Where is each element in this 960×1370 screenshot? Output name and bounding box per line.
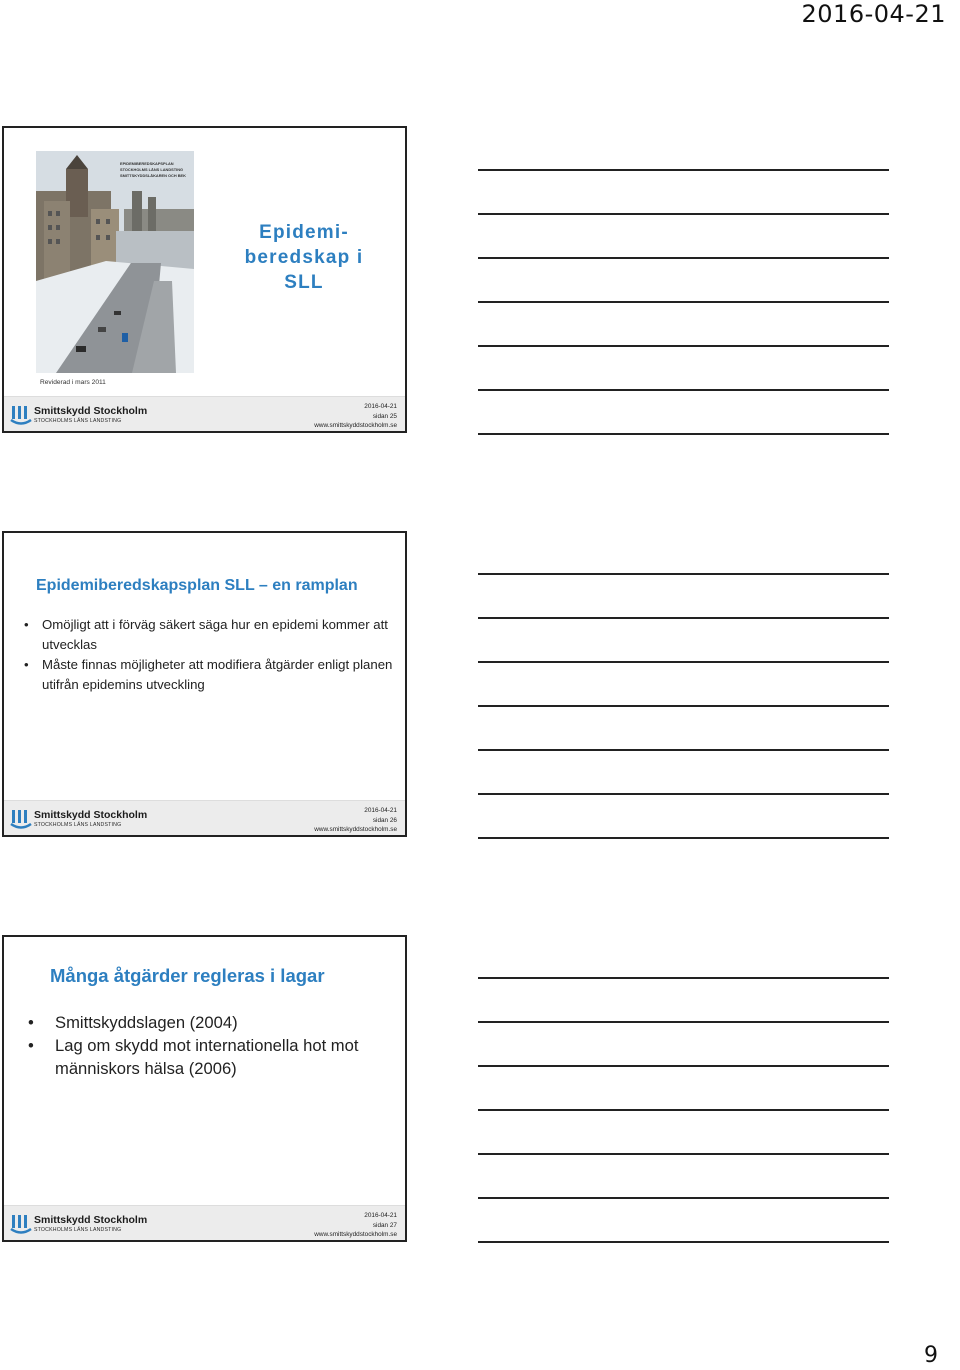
footer-info: 2016-04-21 sidan 25 www.smittskyddstockholm.se (314, 403, 397, 429)
cover-heading: EPIDEMIBEREDSKAPSPLAN STOCKHOLMS LÄNS LANDSTING SMITTSKYDDSLÄKAREN OCH BEK (120, 161, 186, 178)
list-item: • Måste finnas möjligheter att modifiera åtgärder enligt planen utifrån epidemins utveckling (24, 655, 394, 695)
note-line (478, 389, 889, 391)
smittskydd-logo: Smittskydd Stockholm STOCKHOLMS LÄNS LANDSTING (10, 403, 150, 427)
note-line (478, 213, 889, 215)
page-number: 9 (924, 1343, 938, 1368)
note-line (478, 1109, 889, 1111)
slide-title: Epidemi- beredskap i SLL (244, 222, 364, 293)
slide-title: Epidemiberedskapsplan SLL – en ramplan (36, 577, 358, 594)
smittskydd-logo: Smittskydd Stockholm STOCKHOLMS LÄNS LANDSTING (10, 1212, 150, 1236)
note-line (478, 749, 889, 751)
logo-mark-icon (10, 1213, 32, 1235)
note-line (478, 705, 889, 707)
note-line (478, 345, 889, 347)
smittskydd-logo: Smittskydd Stockholm STOCKHOLMS LÄNS LANDSTING (10, 807, 150, 831)
slide-footer (4, 1205, 405, 1240)
slide-footer (4, 800, 405, 835)
note-line (478, 573, 889, 575)
bullet-list (26, 1011, 396, 1080)
note-line (478, 837, 889, 839)
revised-note: Reviderad i mars 2011 (40, 379, 106, 386)
list-item: • Lag om skydd mot internationella hot mot människors hälsa (2006) (26, 1034, 396, 1080)
header-date: 2016-04-21 (801, 0, 946, 28)
footer-info: 2016-04-21 sidan 26 www.smittskyddstockholm.se (314, 807, 397, 833)
logo-mark-icon (10, 404, 32, 426)
slide-title: Många åtgärder regleras i lagar (50, 965, 325, 986)
note-line (478, 301, 889, 303)
city-winter-photo (36, 151, 194, 373)
note-line (478, 977, 889, 979)
note-line (478, 1153, 889, 1155)
note-line (478, 1241, 889, 1243)
list-item: • Smittskyddslagen (2004) (26, 1011, 396, 1034)
list-item: • Omöjligt att i förväg säkert säga hur en epidemi kommer att utvecklas (24, 615, 394, 655)
note-line (478, 1197, 889, 1199)
note-line (478, 257, 889, 259)
note-line (478, 793, 889, 795)
bullet-list (24, 615, 394, 695)
slide-27 (2, 935, 407, 1242)
note-line (478, 1065, 889, 1067)
logo-mark-icon (10, 808, 32, 830)
note-line (478, 617, 889, 619)
slide-25 (2, 126, 407, 433)
slide-footer (4, 396, 405, 431)
note-line (478, 433, 889, 435)
cover-image (36, 151, 194, 373)
note-line (478, 1021, 889, 1023)
footer-info: 2016-04-21 sidan 27 www.smittskyddstockholm.se (314, 1212, 397, 1238)
slide-26 (2, 531, 407, 837)
note-line (478, 169, 889, 171)
note-line (478, 661, 889, 663)
